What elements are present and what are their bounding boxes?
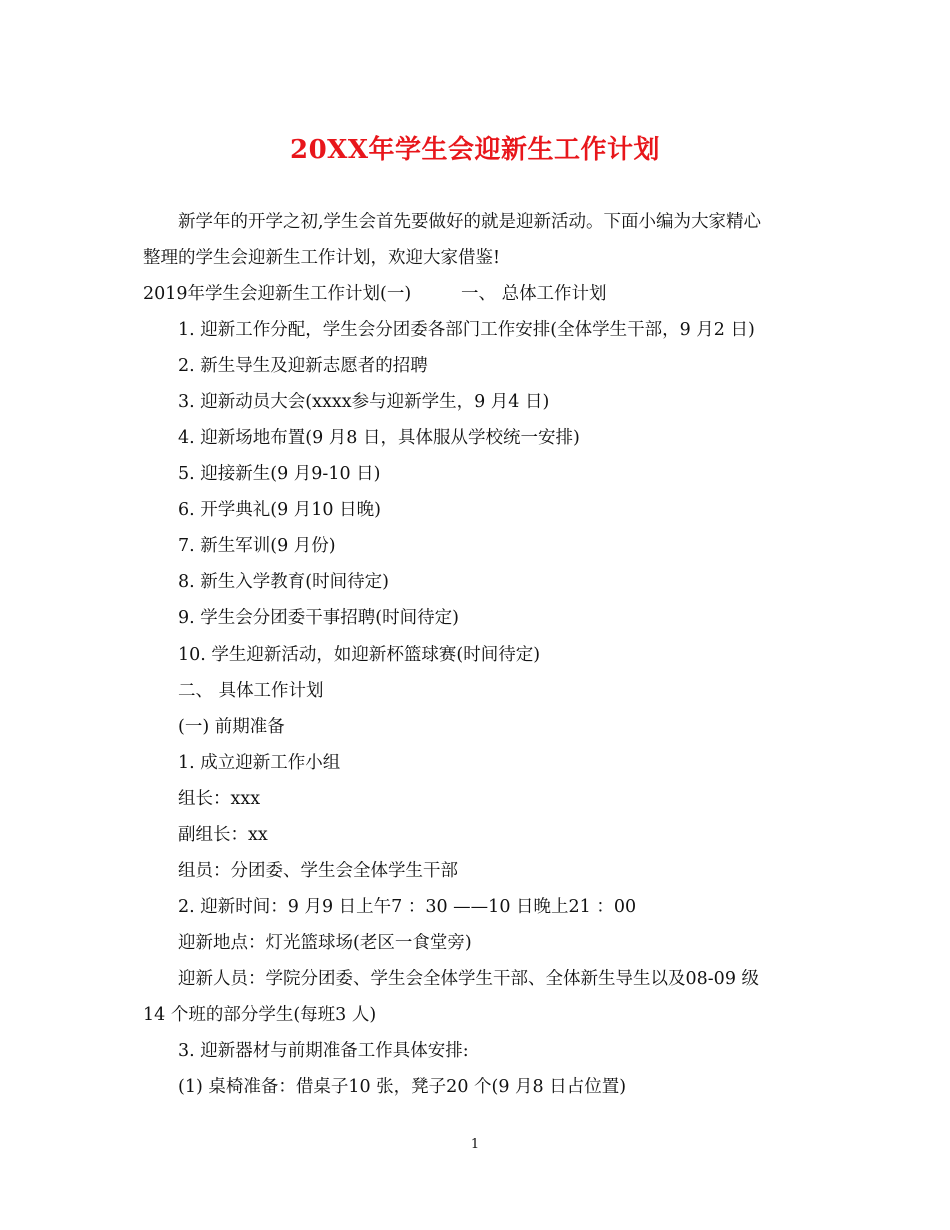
- section-2-heading: 二、 具体工作计划: [178, 681, 324, 701]
- document-title: 20XX年学生会迎新生工作计划: [289, 135, 661, 165]
- deputy-leader-line: 副组长：xx: [178, 825, 268, 845]
- overall-item: 9. 学生会分团委干事招聘(时间待定): [178, 608, 459, 628]
- overall-item: 2. 新生导生及迎新志愿者的招聘: [178, 356, 428, 376]
- intro-line-2: 整理的学生会迎新生工作计划，欢迎大家借鉴!: [143, 248, 501, 268]
- overall-item: 4. 迎新场地布置(9 月8 日，具体服从学校统一安排): [178, 428, 580, 448]
- intro-line-1: 新学年的开学之初,学生会首先要做好的就是迎新活动。下面小编为大家精心: [178, 212, 762, 232]
- staff-line-2: 14 个班的部分学生(每班3 人): [143, 1005, 377, 1025]
- overall-item: 6. 开学典礼(9 月10 日晚): [178, 500, 381, 520]
- staff-line-1: 迎新人员：学院分团委、学生会全体学生干部、全体新生导生以及08-09 级: [178, 969, 760, 989]
- overall-item: 3. 迎新动员大会(xxxx参与迎新学生，9 月4 日): [178, 392, 550, 412]
- leader-line: 组长：xxx: [178, 789, 261, 809]
- location-line: 迎新地点：灯光篮球场(老区一食堂旁): [178, 933, 472, 953]
- page-number: 1: [470, 1137, 480, 1152]
- item-desks: (1) 桌椅准备：借桌子10 张，凳子20 个(9 月8 日占位置): [178, 1077, 627, 1097]
- overall-item: 7. 新生军训(9 月份): [178, 536, 336, 556]
- step-2-time: 2. 迎新时间：9 月9 日上午7 ：30 ——10 日晚上21 ：00: [178, 897, 637, 917]
- subsection-1-heading: (一) 前期准备: [178, 717, 285, 737]
- step-3: 3. 迎新器材与前期准备工作具体安排:: [178, 1041, 469, 1061]
- section-1-heading: 一、 总体工作计划: [461, 284, 607, 304]
- step-1: 1. 成立迎新工作小组: [178, 753, 341, 773]
- members-line: 组员：分团委、学生会全体学生干部: [178, 861, 458, 881]
- overall-item: 10. 学生迎新活动，如迎新杯篮球赛(时间待定): [178, 645, 541, 665]
- overall-item: 8. 新生入学教育(时间待定): [178, 572, 389, 592]
- plan-heading: 2019年学生会迎新生工作计划(一): [143, 284, 412, 304]
- overall-item: 1. 迎新工作分配，学生会分团委各部门工作安排(全体学生干部，9 月2 日): [178, 320, 755, 340]
- overall-item: 5. 迎接新生(9 月9-10 日): [178, 464, 381, 484]
